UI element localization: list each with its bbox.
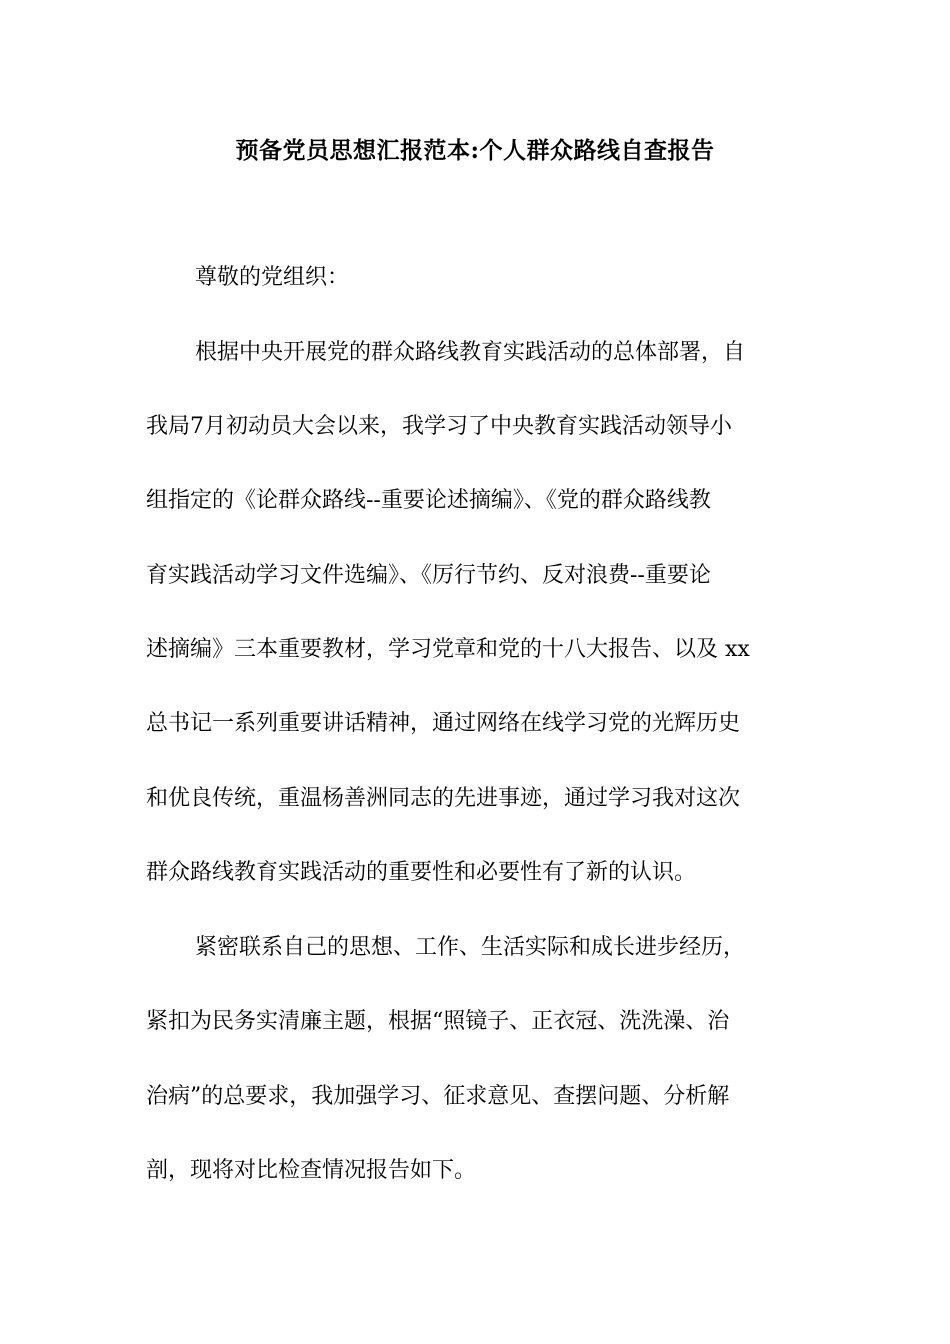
document-title: 预备党员思想汇报范本:个人群众路线自查报告 xyxy=(235,137,715,164)
paragraph-1-line-3: 组指定的《论群众路线--重要论述摘编》、《党的群众路线教 xyxy=(146,488,711,513)
paragraph-2-line-3: 治病”的总要求，我加强学习、征求意见、查摆问题、分析解 xyxy=(146,1084,730,1109)
paragraph-2-line-1: 紧密联系自己的思想、工作、生活实际和成长进步经历， xyxy=(195,935,746,960)
paragraph-2-line-4: 剖，现将对比检查情况报告如下。 xyxy=(146,1158,477,1183)
paragraph-2-line-2: 紧扣为民务实清廉主题，根据“照镜子、正衣冠、洗洗澡、治 xyxy=(146,1009,730,1034)
paragraph-1-line-7: 和优良传统，重温杨善洲同志的先进事迹，通过学习我对这次 xyxy=(146,786,741,811)
paragraph-1-line-8: 群众路线教育实践活动的重要性和必要性有了新的认识。 xyxy=(146,860,697,885)
paragraph-1-line-6: 总书记一系列重要讲话精神，通过网络在线学习党的光辉历史 xyxy=(146,711,741,736)
paragraph-1-line-2: 我局7月初动员大会以来，我学习了中央教育实践活动领导小 xyxy=(146,414,732,439)
salutation: 尊敬的党组织： xyxy=(195,265,350,290)
paragraph-1-line-5: 述摘编》三本重要教材，学习党章和党的十八大报告、以及 xx xyxy=(146,637,750,662)
paragraph-1-line-4: 育实践活动学习文件选编》、《厉行节约、反对浪费--重要论 xyxy=(146,563,711,588)
paragraph-1-line-1: 根据中央开展党的群众路线教育实践活动的总体部署，自 xyxy=(195,340,746,365)
